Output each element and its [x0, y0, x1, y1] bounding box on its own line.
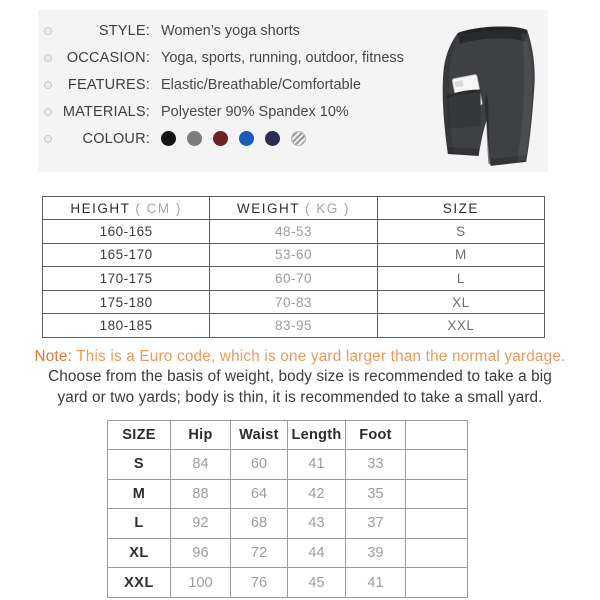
table-row: [108, 568, 468, 598]
table-cell: 76: [231, 568, 288, 598]
table-cell: 100: [171, 568, 231, 598]
size-chart-height-weight: [42, 196, 545, 338]
table-cell: 165-170: [43, 243, 210, 267]
spec-value: Polyester 90% Spandex 10%: [161, 103, 349, 120]
column-header: HEIGHT ( CM ): [43, 197, 210, 220]
bullet-icon: [44, 108, 52, 116]
spec-row-colour: [38, 125, 423, 152]
note-line-2: Choose from the basis of weight, body size is recommended to take a big: [48, 368, 552, 386]
table-body: [108, 450, 468, 598]
note-line1-text: This is a Euro code, which is one yard larger than the normal yardage.: [72, 348, 566, 365]
column-header: Length: [288, 421, 346, 450]
yoga-shorts-illustration: [428, 13, 547, 170]
color-swatch-black: [161, 131, 176, 146]
size-chart-measurements: [107, 420, 468, 598]
color-swatch-striped-gray: [291, 131, 306, 146]
spec-row-style: [38, 17, 423, 44]
table-cell: 41: [288, 450, 346, 480]
bullet-icon: [44, 27, 52, 35]
table-cell: 39: [346, 538, 406, 568]
table-cell: 43: [288, 509, 346, 539]
spec-row-features: [38, 71, 423, 98]
table-row: [108, 538, 468, 568]
product-spec-panel: [38, 10, 548, 172]
column-header: SIZE: [377, 197, 544, 220]
table-cell: 42: [288, 479, 346, 509]
table-cell: 96: [171, 538, 231, 568]
table-row: [43, 267, 545, 291]
color-swatch-navy: [265, 131, 280, 146]
table-cell: L: [377, 267, 544, 291]
table-cell: S: [108, 450, 171, 480]
table-cell: 180-185: [43, 314, 210, 338]
table-cell: L: [108, 509, 171, 539]
table-cell: 33: [346, 450, 406, 480]
spec-label: FEATURES:: [67, 76, 150, 93]
note-line-euro-code: [0, 347, 600, 367]
table-cell: 44: [288, 538, 346, 568]
color-swatch-blue: [239, 131, 254, 146]
table-cell: 45: [288, 568, 346, 598]
table-cell: 64: [231, 479, 288, 509]
table-row: [108, 479, 468, 509]
header-row: [43, 197, 545, 220]
bullet-icon: [44, 54, 52, 62]
column-header: SIZE: [108, 421, 171, 450]
table-cell: XL: [108, 538, 171, 568]
table-cell: 37: [346, 509, 406, 539]
table-cell: XL: [377, 290, 544, 314]
table-cell: 60-70: [210, 267, 377, 291]
product-image: [428, 13, 547, 170]
table-row: [43, 290, 545, 314]
table-cell: S: [377, 220, 544, 244]
bullet-icon: [44, 81, 52, 89]
table-cell: 83-95: [210, 314, 377, 338]
spec-label: OCCASION:: [66, 49, 150, 66]
size-note: [0, 347, 600, 408]
header-row: [108, 421, 468, 450]
bullet-icon: [44, 135, 52, 143]
table-cell: [406, 509, 468, 539]
table-cell: 68: [231, 509, 288, 539]
table-cell: [406, 479, 468, 509]
color-swatch-gray: [187, 131, 202, 146]
column-header: Foot: [346, 421, 406, 450]
table-cell: 84: [171, 450, 231, 480]
table-row: [108, 509, 468, 539]
table-cell: 60: [231, 450, 288, 480]
table-row: [43, 220, 545, 244]
spec-label: COLOUR:: [82, 130, 150, 147]
table-cell: [406, 568, 468, 598]
column-header: Waist: [231, 421, 288, 450]
spec-label: MATERIALS:: [62, 103, 150, 120]
table-cell: 53-60: [210, 243, 377, 267]
table-cell: 35: [346, 479, 406, 509]
color-swatch-dark-red: [213, 131, 228, 146]
table-cell: [406, 538, 468, 568]
table-cell: M: [377, 243, 544, 267]
table-row: [43, 314, 545, 338]
table-row: [43, 243, 545, 267]
spec-row-occasion: [38, 44, 423, 71]
table-head: [43, 197, 545, 220]
column-header: Hip: [171, 421, 231, 450]
table-cell: 175-180: [43, 290, 210, 314]
table-cell: XXL: [377, 314, 544, 338]
table-head: [108, 421, 468, 450]
table-cell: 72: [231, 538, 288, 568]
spec-label: STYLE:: [98, 22, 150, 39]
note-line-3: yard or two yards; body is thin, it is recommended to take a small yard.: [57, 388, 543, 406]
column-header: [406, 421, 468, 450]
spec-row-materials: [38, 98, 423, 125]
column-header: WEIGHT ( KG ): [210, 197, 377, 220]
table-body: [43, 220, 545, 338]
table-cell: 48-53: [210, 220, 377, 244]
table-cell: 70-83: [210, 290, 377, 314]
note-prefix: Note:: [34, 348, 73, 365]
spec-value: Elastic/Breathable/Comfortable: [161, 76, 361, 93]
table-cell: 160-165: [43, 220, 210, 244]
table-cell: M: [108, 479, 171, 509]
table-row: [108, 450, 468, 480]
table-cell: 170-175: [43, 267, 210, 291]
spec-value: Yoga, sports, running, outdoor, fitness: [161, 49, 404, 66]
table-cell: 92: [171, 509, 231, 539]
color-swatches: [161, 131, 317, 146]
spec-list: [38, 17, 423, 152]
table-cell: [406, 450, 468, 480]
table-cell: XXL: [108, 568, 171, 598]
spec-value: Women’s yoga shorts: [161, 22, 300, 39]
table-cell: 88: [171, 479, 231, 509]
table-cell: 41: [346, 568, 406, 598]
